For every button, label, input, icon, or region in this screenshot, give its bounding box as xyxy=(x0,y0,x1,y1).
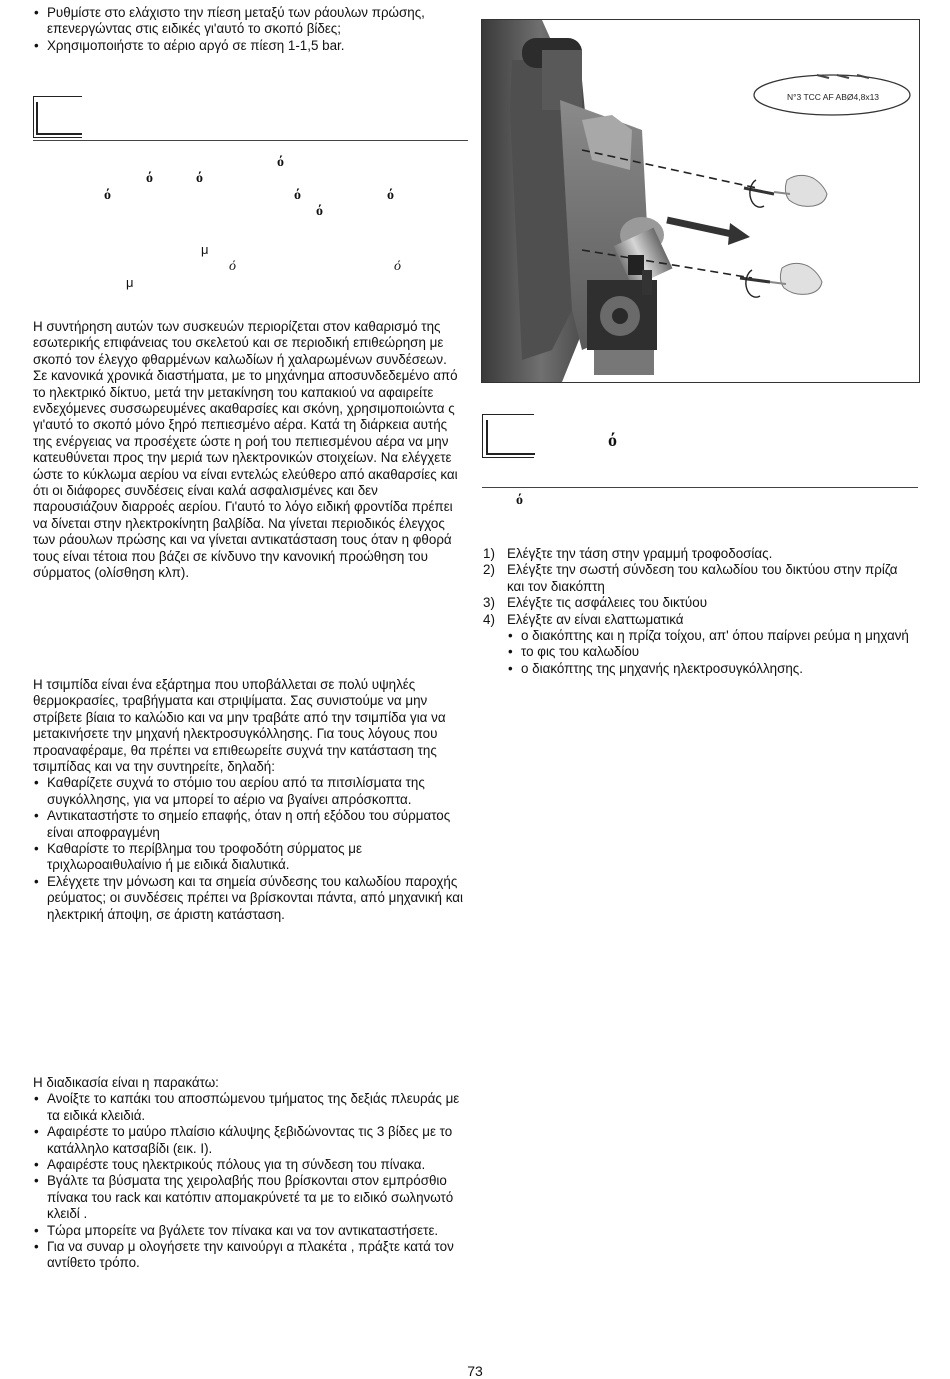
list-item: • ο διακόπτης και η πρίζα τοίχου, απ' όπου παίρνει ρεύμα η μηχανή xyxy=(507,628,913,644)
list-item xyxy=(483,562,913,595)
figure-panel-removal xyxy=(481,19,920,383)
text-fragment: ό xyxy=(146,171,153,186)
list-item: • Χρησιμοποιήστε το αέριο αργό σε πίεση 1-1,5 bar. xyxy=(33,38,463,54)
list-number: 1) xyxy=(483,546,495,561)
page-number: 73 xyxy=(467,1363,483,1379)
text-fragment: ό xyxy=(104,188,111,203)
list-item: • Καθαρίζετε συχνά το στόμιο του αερίου από τα πιτσιλίσματα της συγκόλλησης, για να μπορεί το αέριο να βγαίνει απρόσκοπτα. xyxy=(33,775,463,808)
text-fragment: μ xyxy=(126,275,134,290)
list-item: • Αφαιρέστε το μαύρο πλαίσιο κάλυψης ξεβιδώνοντας τις 3 βίδες με το κατάλληλο κατσαβίδι (εικ. I). xyxy=(33,1124,465,1157)
procedure-intro: Η διαδικασία είναι η παρακάτω: xyxy=(33,1075,219,1090)
list-text: Ελέγξτε τις ασφάλειες του δικτύου xyxy=(507,595,708,611)
list-item: • Αντικαταστήστε το σημείο επαφής, όταν η οπή εξόδου του σύρματος είναι αποφραγμένη xyxy=(33,808,463,841)
list-text: Ελέγξτε την σωστή σύνδεση του καλωδίου του δικτύου στην πρίζα και τον διακόπτη xyxy=(507,562,898,594)
section-box-corner xyxy=(36,102,82,135)
text-fragment: ό xyxy=(294,188,301,203)
list-item: • το φις του καλωδίου xyxy=(507,644,913,660)
torch-section xyxy=(33,677,463,923)
list-text: Ελέγξτε αν είναι ελαττωματικά xyxy=(507,611,684,627)
list-number: 4) xyxy=(483,611,495,627)
section-box-corner xyxy=(486,420,535,455)
text-fragment: μ xyxy=(201,242,209,257)
list-item: • Τώρα μπορείτε να βγάλετε τον πίνακα και να τον αντικαταστήσετε. xyxy=(33,1223,465,1239)
list-item: • Βγάλτε τα βύσματα της χειρολαβής που βρίσκονται στον εμπρόσθιο πίνακα του rack και κατόπιν απομακρύνετέ τα με το ειδικό σωληνωτό κλειδί . xyxy=(33,1173,465,1222)
torch-paragraph: Η τσιμπίδα είναι ένα εξάρτημα που υποβάλλεται σε πολύ υψηλές θερμοκρασίες, τραβήγματα και στριψίματα. Σας συνιστούμε να μην στρίβετε βίαια το καλώδιο και να μην τραβάτε από την τσιμπίδα για να μετακινήσετε την μηχανή ηλεκτροσυγκόλλησης. Για τους λόγους που προαναφέραμε, θα πρέπει να επιθεωρείτε συχνά την κατάσταση της τσιμπίδας και να την συντηρείτε, δηλαδή: xyxy=(33,677,446,775)
list-item: • Καθαρίστε το περίβλημα του τροφοδότη σύρματος με τριχλωροαιθυλαίνιο ή με ειδικά διαλυτικά. xyxy=(33,841,463,874)
list-item xyxy=(483,612,913,628)
list-item: • Ελέγχετε την μόνωση και τα σημεία σύνδεσης του καλωδίου παροχής ρεύματος; οι συνδέσεις πρέπει να βρίσκονται πάντα, από μηχανική και ηλεκτρική άποψη, σε άριστη κατάσταση. xyxy=(33,874,463,923)
list-item xyxy=(483,595,913,611)
list-item: • Ρυθμίστε στο ελάχιστο την πίεση μεταξύ των ράουλων πρώσης, επενεργώντας στις ειδικές γι'αυτό το σκοπό βίδες; xyxy=(33,5,463,38)
list-item: • ο διακόπτης της μηχανής ηλεκτροσυγκόλλησης. xyxy=(507,661,913,677)
maintenance-paragraph: Η συντήρηση αυτών των συσκευών περιορίζεται στον καθαρισμό της εσωτερικής επιφάνειας του σκελετού και σε περιοδική επιθεώρηση με σκοπό τον έλεγχο φθαρμένων καλωδίων ή χαλαρωμένων συνδέσεων. Σε κανονικά χρονικά διαστήματα, με το μηχάνημα αποσυνδεδεμένο από το ηλεκτρικό δίκτυο, μετά την μετακίνηση του καπακιού να αφαιρείτε ενδεχόμενες συσσωρευμένες ακαθαρσίες και σκόνη, χρησιμοποιώντα ς γι'αυτό το σκοπό μόνο ξηρό πεπιεσμένο αέρα. Κατά τη διάρκεια αυτής της ενέργειας να προσέχετε ώστε η ροή του πεπιεσμένου αέρα να μην κατευθύνεται προς την μεριά των ηλεκτρονικών στοιχείων. Να ελέγχετε ώστε το κύκλωμα αερίου να είναι εντελώς ελεύθερο από ακαθαρσίες και ότι οι διάφορες συνδέσεις είναι καλά ασφαλισμένες και δεν παρουσιάζουν διαρροές αερίου. Γι'αυτό το λόγο ειδική φροντίδα πρέπει να δίνεται στην ηλεκτροκίνητη βαλβίδα. Να γίνεται περιοδικός έλεγχος των ράουλων πρώσης και να γίνεται αντικατάσταση τους όταν η φθορά τους είναι τέτοια που βάζει σε κίνδυνο την κανονική προώθηση του σύρματος (ολίσθηση κλπ). xyxy=(33,319,458,581)
top-bullet-list xyxy=(33,5,463,54)
list-number: 3) xyxy=(483,595,495,611)
list-text: Ελέγξτε την τάση στην γραμμή τροφοδοσίας. xyxy=(507,546,773,561)
screw-spec-label: N°3 TCC AF ABØ4,8x13 xyxy=(786,92,880,102)
list-item: • Αφαιρέστε τους ηλεκτρικούς πόλους για τη σύνδεση του πίνακα. xyxy=(33,1157,465,1173)
text-fragment: ό xyxy=(229,259,236,274)
machine-illustration xyxy=(482,20,919,382)
checks-list xyxy=(483,546,913,677)
list-item: • Για να συναρ μ ολογήσετε την καινούργι α πλακέτα , πράξτε κατά τον αντίθετο τρόπο. xyxy=(33,1239,465,1272)
list-item xyxy=(483,546,913,562)
text-fragment: ό xyxy=(196,171,203,186)
text-fragment: ό xyxy=(608,430,617,450)
text-fragment: ό xyxy=(516,493,523,508)
text-fragment: ό xyxy=(394,259,401,274)
list-item: • Ανοίξτε το καπάκι του αποσπώμενου τμήματος της δεξιάς πλευράς με τα ειδικά κλειδιά. xyxy=(33,1091,465,1124)
text-fragment: ό xyxy=(387,188,394,203)
procedure-section xyxy=(33,1075,465,1272)
section-divider xyxy=(33,140,468,141)
list-number: 2) xyxy=(483,562,495,578)
text-fragment: ό xyxy=(277,155,284,170)
text-fragment: ό xyxy=(316,204,323,219)
section-divider xyxy=(482,487,918,488)
